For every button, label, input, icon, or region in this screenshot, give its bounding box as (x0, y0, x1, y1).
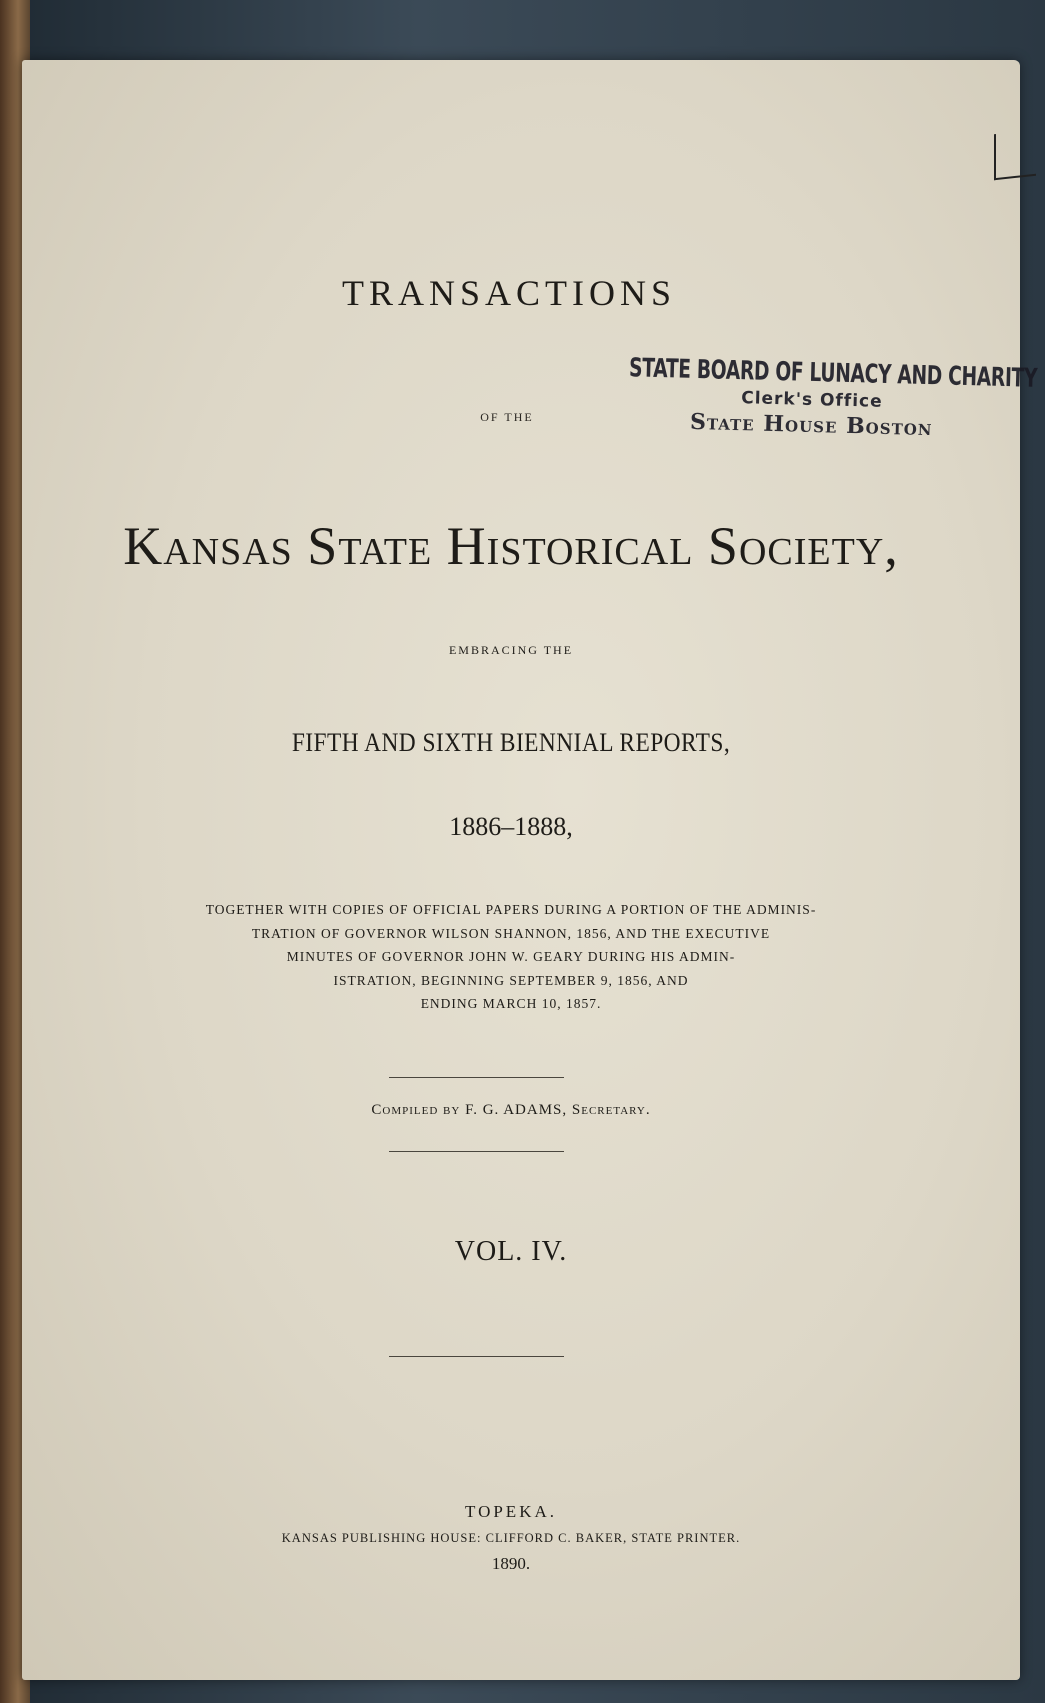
compiled-by: Compiled by F. G. ADAMS, Secretary. (371, 1102, 651, 1118)
divider-rule (389, 1151, 564, 1152)
library-stamp (596, 352, 1038, 443)
description-line: TRATION OF GOVERNOR WILSON SHANNON, 1856, AND THE EXECUTIVE (251, 925, 771, 941)
years-range: 1886–1888, (449, 812, 573, 841)
title-page (22, 60, 1038, 1680)
description-block (102, 898, 920, 1016)
reports-title: FIFTH AND SIXTH BIENNIAL REPORTS, (291, 728, 731, 757)
description-line: TOGETHER WITH COPIES OF OFFICIAL PAPERS DURING A PORTION OF THE ADMINIS- (205, 902, 817, 917)
divider-rule (389, 1356, 564, 1357)
imprint-publisher: KANSAS PUBLISHING HOUSE: CLIFFORD C. BAKER, STATE PRINTER. (281, 1531, 741, 1545)
embracing-label: EMBRACING THE (448, 643, 574, 657)
pencil-corner-mark (994, 130, 1036, 180)
imprint-year: 1890. (491, 1554, 531, 1573)
divider-rule (389, 1077, 564, 1078)
description-line: ENDING MARCH 10, 1857. (420, 996, 602, 1011)
main-title: TRANSACTIONS (341, 273, 677, 313)
imprint-city: TOPEKA. (465, 1502, 557, 1521)
volume-number: VOL. IV. (454, 1236, 568, 1267)
stamp-line-2: Clerk's Office (740, 388, 883, 412)
description-line: ISTRATION, BEGINNING SEPTEMBER 9, 1856, AND (333, 972, 689, 988)
stamp-line-3: State House Boston (689, 408, 933, 442)
of-the-label: OF THE (480, 410, 534, 424)
stamp-line-1: STATE BOARD OF LUNACY AND CHARITY (628, 353, 1038, 394)
description-line: MINUTES OF GOVERNOR JOHN W. GEARY DURING HIS ADMIN- (286, 949, 736, 964)
society-name: Kansas State Historical Society, (123, 516, 899, 576)
